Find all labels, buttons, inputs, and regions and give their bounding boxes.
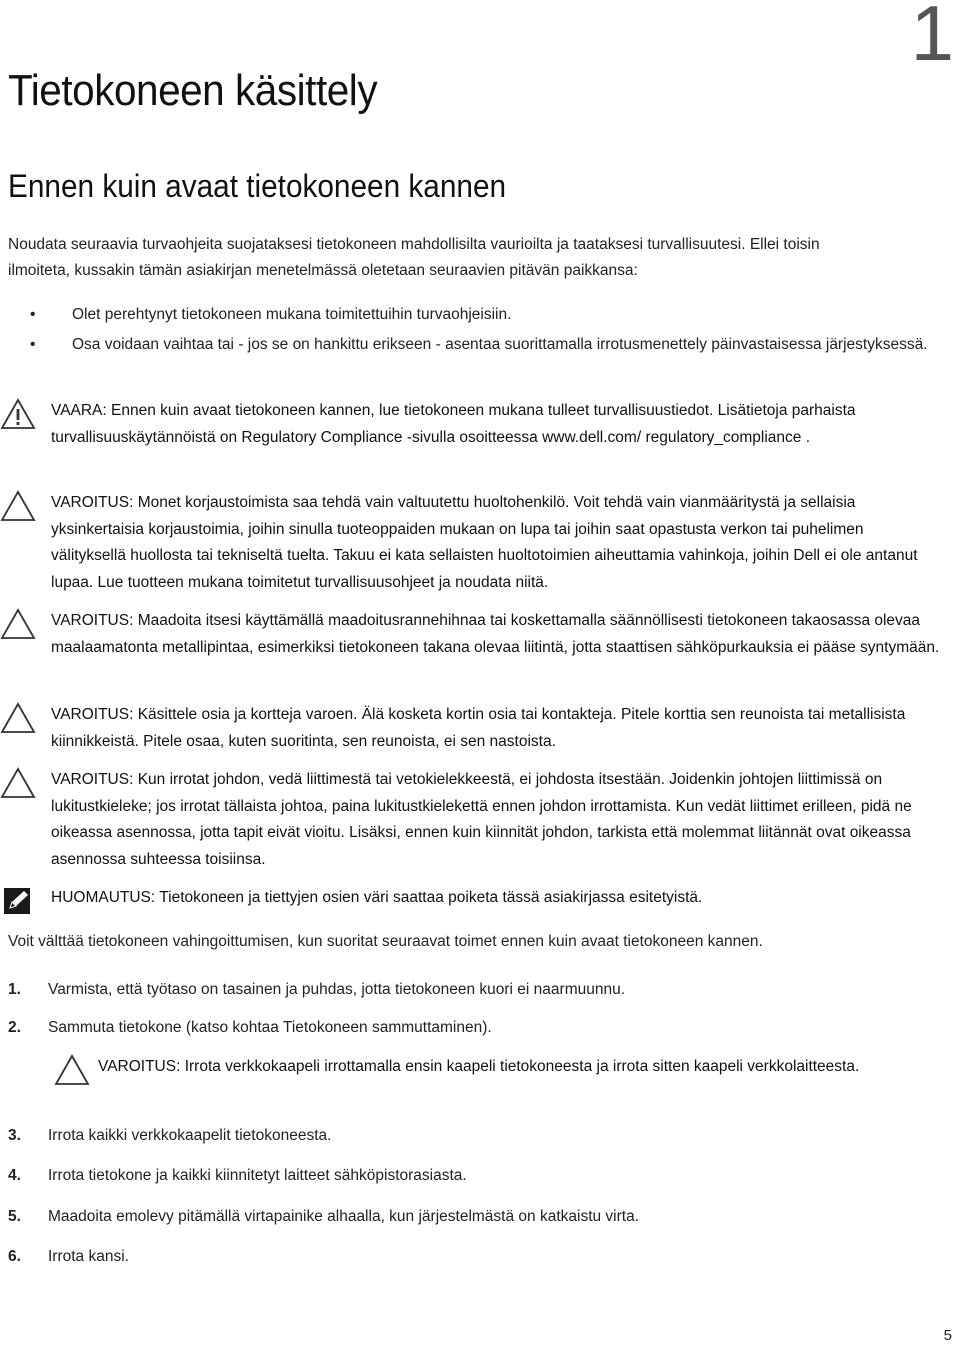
list-item <box>30 333 935 357</box>
step-number: 4. <box>8 1167 21 1184</box>
intro-line: ilmoiteta, kussakin tämän asiakirjan menetelmässä oletetaan seuraavien pitävän paikkansa: <box>8 262 638 279</box>
step-text: Irrota tietokone ja kaikki kiinnitetyt laitteet sähköpistorasiasta. <box>48 1167 467 1184</box>
intro-line: Noudata seuraavia turvaohjeita suojataksesi tietokoneen mahdollisilta vaurioilta ja taataksesi turvallisuutesi. Ellei toisin <box>8 236 820 253</box>
bullet-icon: • <box>30 336 36 353</box>
notice-text: VAARA: Ennen kuin avaat tietokoneen kannen, lue tietokoneen mukana tulleet turvallisuustiedot. Lisätietoja parhaista turvallisuuskäytännöistä on Regulatory Compliance -sivulla osoitteessa www.dell.com/ regulatory_compliance . <box>51 402 856 446</box>
caution-icon <box>0 767 36 799</box>
intro-paragraph <box>8 232 953 284</box>
caution-icon <box>0 490 36 522</box>
list-item-text: Osa voidaan vaihtaa tai - jos se on hankittu erikseen - asentaa suorittamalla irrotusmenettely päinvastaisessa järjestyksessä. <box>72 336 928 353</box>
assumption-list <box>30 303 935 363</box>
caution-icon <box>0 702 36 734</box>
step-number: 6. <box>8 1248 21 1265</box>
note-icon <box>0 885 36 917</box>
warning-icon <box>0 398 36 430</box>
notice-text: VAROITUS: Käsittele osia ja kortteja varoen. Älä kosketa kortin osia tai kontakteja. Pitele korttia sen reunoista tai metallisista kiinnikkeistä. Pitele osaa, kuten suoritinta, sen reunoista, ei sen nastoista. <box>51 706 906 750</box>
step-text: Irrota kansi. <box>48 1248 129 1265</box>
notice-text: VAROITUS: Maadoita itsesi käyttämällä maadoitusrannehihnaa tai koskettamalla säännöllisesti tietokoneen takaosassa olevaa maalaamatonta metallipintaa, esimerkiksi tietokoneen takana olevaa liitintä, jotta staattisen sähköpurkauksia ei pääse syntymään. <box>51 612 940 656</box>
notice-text: VAROITUS: Kun irrotat johdon, vedä liittimestä tai vetokielekkeestä, ei johdosta itsestään. Joidenkin johtojen liittimissä on lukitustkieleke; jos irrotat tällaista johtoa, paina lukitustkielekettä ennen johdon irrottamista. Kun vedät liittimet erilleen, pidä ne oikeassa asennossa, jotta tapit eivät vioitu. Lisäksi, ennen kuin kiinnität johdon, tarkista että molemmat liitännät ovat oikeassa asennossa suhteessa toisiinsa. <box>51 771 912 868</box>
list-item-text: Olet perehtynyt tietokoneen mukana toimitettuihin turvaohjeisiin. <box>72 306 512 323</box>
note-label: HUOMAUTUS: <box>51 889 156 906</box>
lead-in-paragraph: Voit välttää tietokoneen vahingoittumisen, kun suoritat seuraavat toimet ennen kuin avaat tietokoneen kannen. <box>8 933 763 950</box>
step-number: 1. <box>8 981 21 998</box>
notice-text <box>51 885 940 912</box>
chapter-title: Tietokoneen käsittely <box>8 66 378 115</box>
note-body: Tietokoneen ja tiettyjen osien väri saattaa poiketa tässä asiakirjassa esitetyistä. <box>159 889 703 906</box>
step-text: Sammuta tietokone (katso kohtaa Tietokoneen sammuttaminen). <box>48 1019 492 1036</box>
caution-icon <box>0 608 36 640</box>
step-number: 3. <box>8 1127 21 1144</box>
page-number: 5 <box>943 1327 952 1344</box>
step-text: Varmista, että työtaso on tasainen ja puhdas, jotta tietokoneen kuori ei naarmuunnu. <box>48 981 626 998</box>
chapter-number: 1 <box>910 0 954 77</box>
notice-text: VAROITUS: Monet korjaustoimista saa tehdä vain valtuutettu huoltohenkilö. Voit tehdä vain vianmääritystä ja sellaisia yksinkertaisia korjaustoimia, joihin sinulla tuoteoppaiden mukaan on lupa tai joihin saat opastusta verkon tai puhelimen välityksellä huollosta tai tekniseltä tuelta. Takuu ei kata sellaisten huoltotoimien aiheuttamia vahinkoja, joihin Dell ei ole antanut lupaa. Lue tuotteen mukana toimitetut turvallisuusohjeet ja noudata niitä. <box>51 494 918 591</box>
step-number: 5. <box>8 1208 21 1225</box>
caution-icon <box>54 1054 90 1086</box>
list-item <box>30 303 935 327</box>
bullet-icon: • <box>30 306 36 323</box>
step-text: Irrota kaikki verkkokaapelit tietokoneesta. <box>48 1127 332 1144</box>
step-number: 2. <box>8 1019 21 1036</box>
step-text: Maadoita emolevy pitämällä virtapainike alhaalla, kun järjestelmästä on katkaistu virta. <box>48 1208 640 1225</box>
notice-text: VAROITUS: Irrota verkkokaapeli irrottamalla ensin kaapeli tietokoneesta ja irrota sitten kaapeli verkkolaitteesta. <box>98 1058 860 1075</box>
section-title: Ennen kuin avaat tietokoneen kannen <box>8 168 507 204</box>
